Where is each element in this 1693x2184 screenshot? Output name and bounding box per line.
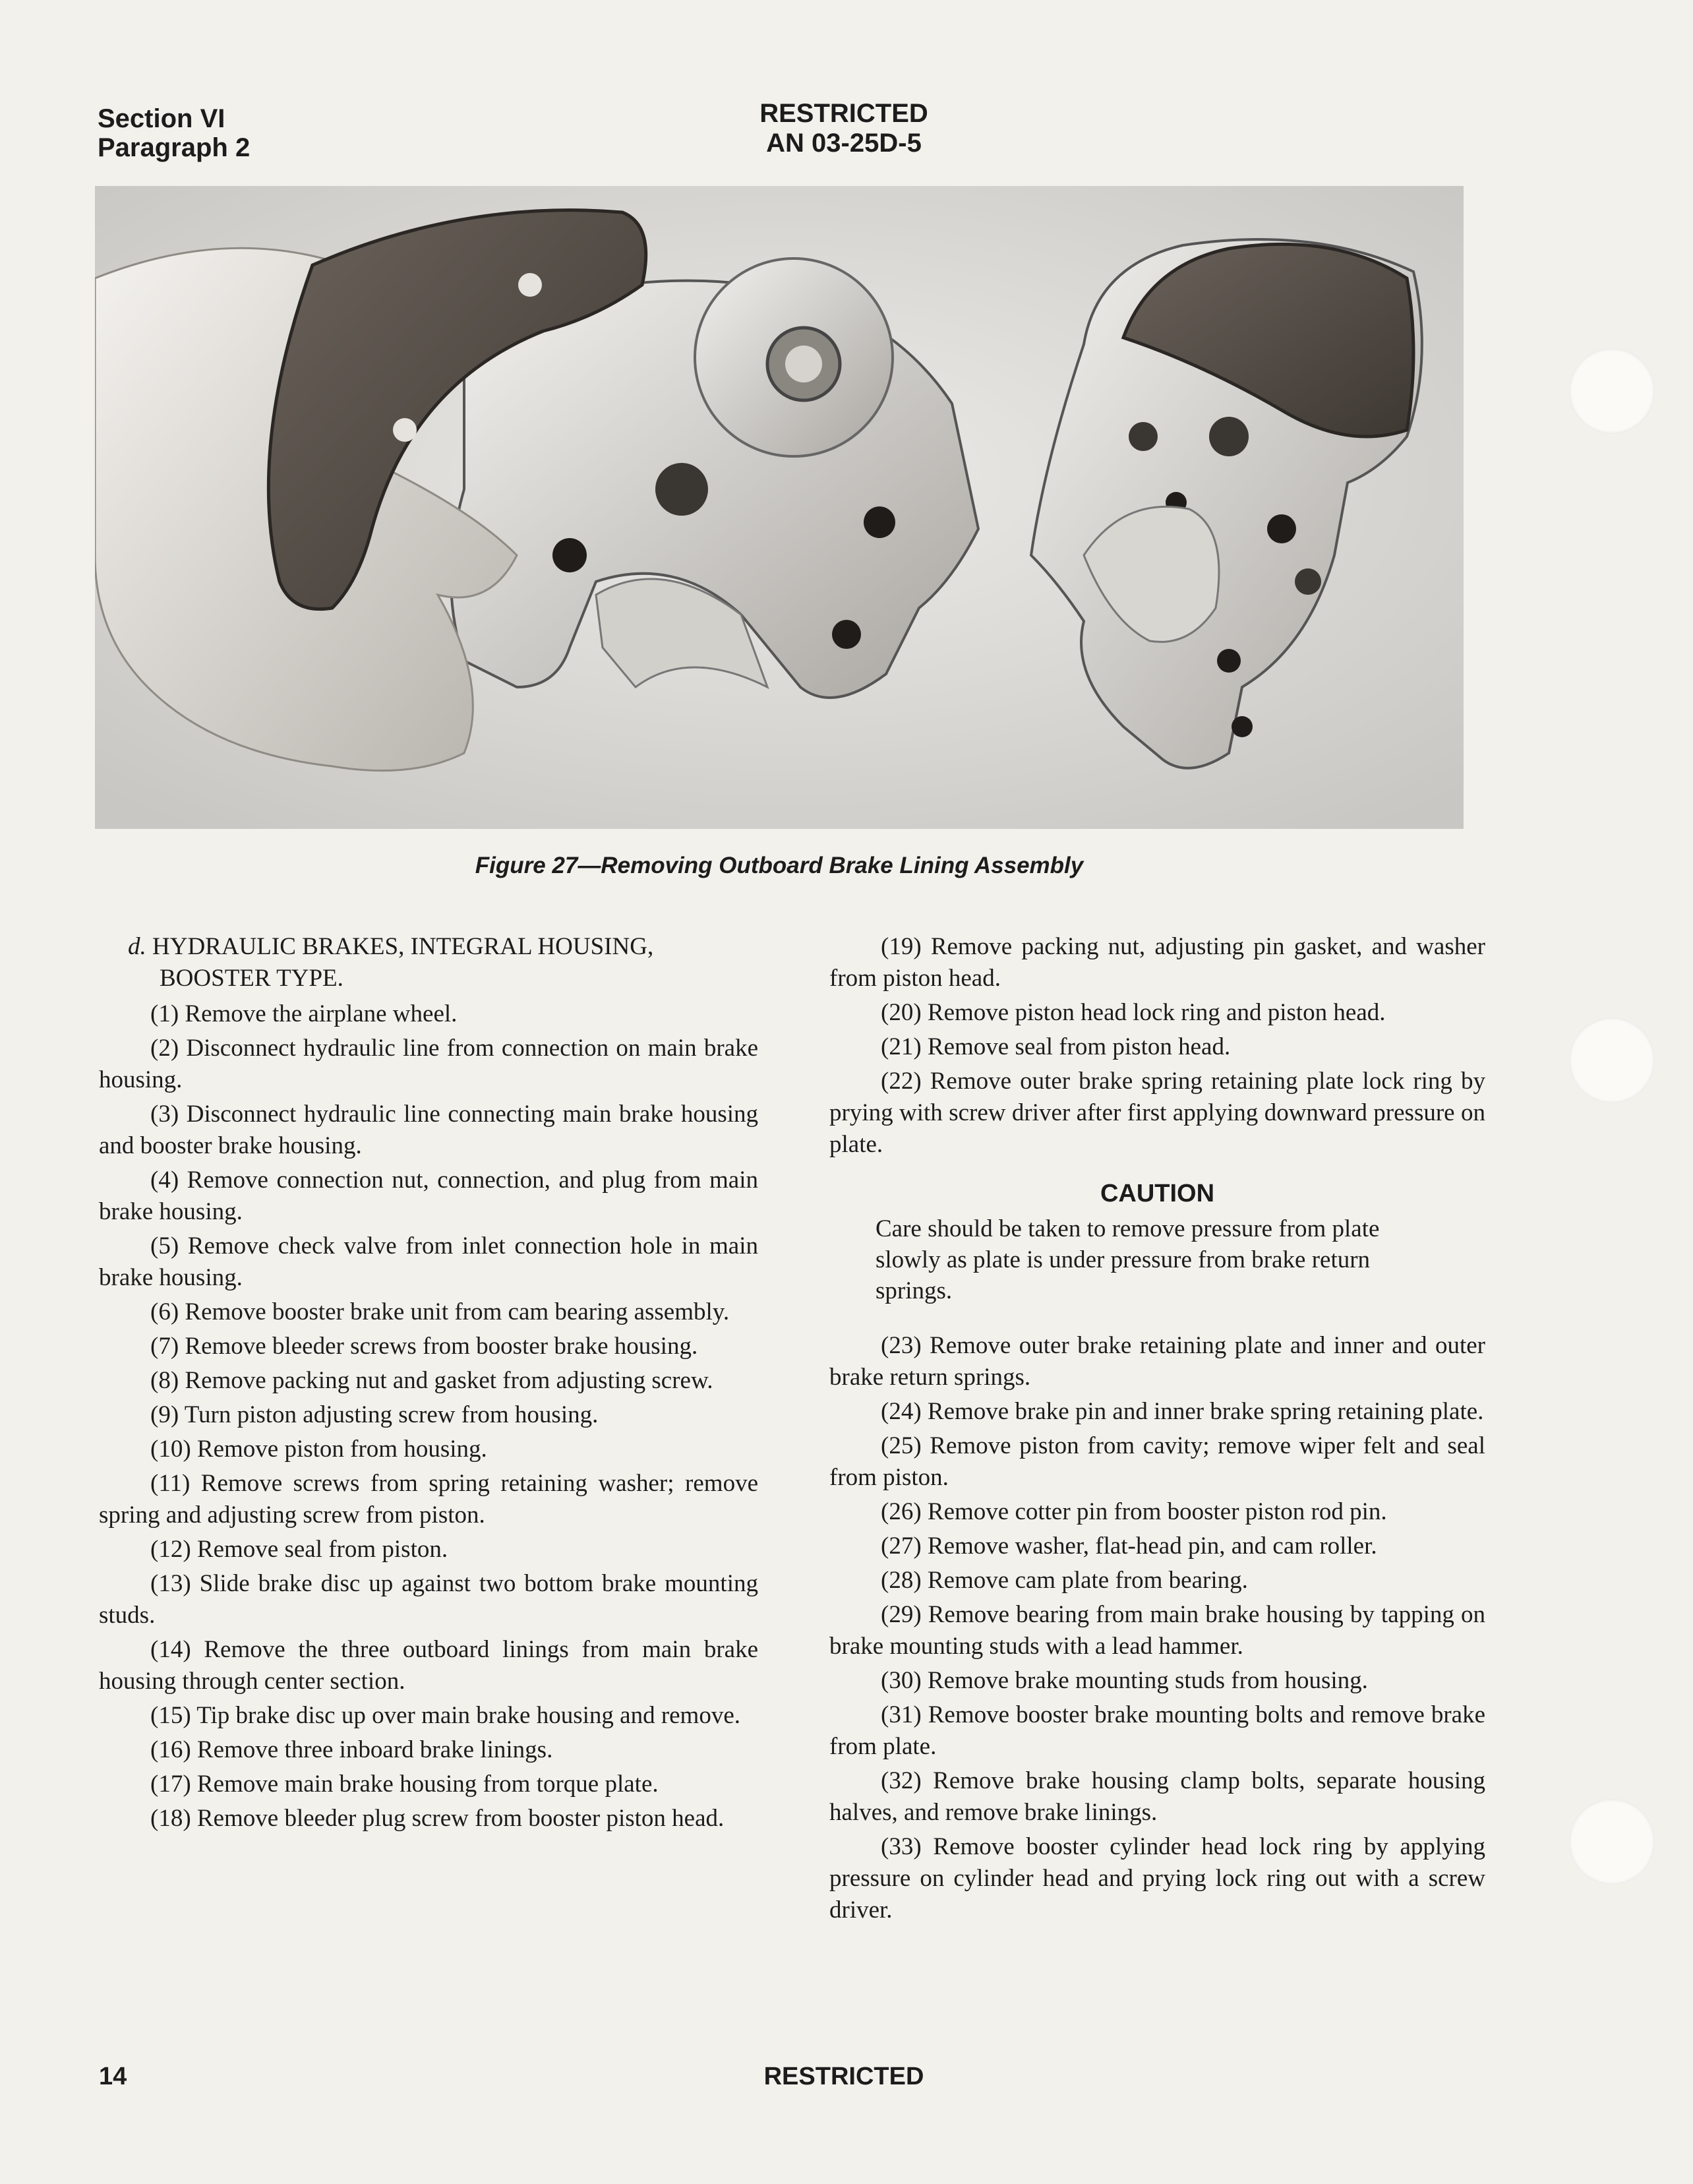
left-column xyxy=(99,931,758,1837)
step-30: (30) Remove brake mounting studs from housing. xyxy=(881,1667,1368,1694)
step-21: (21) Remove seal from piston head. xyxy=(881,1033,1231,1060)
brake-lining-photo xyxy=(95,186,1464,829)
step-10: (10) Remove piston from housing. xyxy=(150,1436,487,1463)
step-20: (20) Remove piston head lock ring and piston head. xyxy=(881,999,1386,1026)
step-14: (14) Remove the three outboard linings from main brake housing through center section. xyxy=(99,1636,758,1695)
classification-label: RESTRICTED xyxy=(759,99,928,128)
footer-classification: RESTRICTED xyxy=(763,2063,924,2090)
document-header xyxy=(659,99,1028,158)
brake-assembly-illustration xyxy=(95,186,1464,829)
step-26: (26) Remove cotter pin from booster piston rod pin. xyxy=(881,1498,1387,1525)
section-header xyxy=(98,104,250,162)
step-17: (17) Remove main brake housing from torque plate. xyxy=(150,1771,659,1798)
step-29: (29) Remove bearing from main brake housing by tapping on brake mounting studs with a lead hammer. xyxy=(829,1601,1485,1660)
step-4: (4) Remove connection nut, connection, and plug from main brake housing. xyxy=(99,1167,758,1225)
step-31: (31) Remove booster brake mounting bolts and remove brake from plate. xyxy=(829,1701,1485,1760)
step-16: (16) Remove three inboard brake linings. xyxy=(150,1736,553,1763)
step-27: (27) Remove washer, flat-head pin, and cam roller. xyxy=(881,1532,1377,1560)
section-label: Section VI xyxy=(98,104,225,133)
step-6: (6) Remove booster brake unit from cam bearing assembly. xyxy=(150,1298,730,1325)
step-8: (8) Remove packing nut and gasket from adjusting screw. xyxy=(150,1367,713,1394)
step-11: (11) Remove screws from spring retaining washer; remove spring and adjusting screw from piston. xyxy=(99,1470,758,1529)
heading-letter: d. xyxy=(128,933,146,960)
section-heading xyxy=(99,931,758,994)
step-18: (18) Remove bleeder plug screw from booster piston head. xyxy=(150,1805,725,1832)
step-12: (12) Remove seal from piston. xyxy=(150,1536,448,1563)
step-23: (23) Remove outer brake retaining plate and inner and outer brake return springs. xyxy=(829,1332,1485,1391)
right-column xyxy=(829,931,1485,1929)
heading-line-1: HYDRAULIC BRAKES, INTEGRAL HOUSING, xyxy=(152,933,654,960)
step-7: (7) Remove bleeder screws from booster brake housing. xyxy=(150,1333,698,1360)
binder-hole-bottom xyxy=(1569,1799,1655,1885)
page-number: 14 xyxy=(99,2063,127,2090)
binder-hole-top xyxy=(1569,348,1655,434)
step-32: (32) Remove brake housing clamp bolts, separate housing halves, and remove brake linings. xyxy=(829,1767,1485,1826)
step-19: (19) Remove packing nut, adjusting pin gasket, and washer from piston head. xyxy=(829,933,1485,992)
step-24: (24) Remove brake pin and inner brake spring retaining plate. xyxy=(881,1398,1484,1425)
step-13: (13) Slide brake disc up against two bottom brake mounting studs. xyxy=(99,1570,758,1629)
step-25: (25) Remove piston from cavity; remove wiper felt and seal from piston. xyxy=(829,1432,1485,1491)
caution-title: CAUTION xyxy=(1100,1180,1215,1207)
document-number: AN 03-25D-5 xyxy=(766,129,922,158)
step-22: (22) Remove outer brake spring retaining plate lock ring by prying with screw driver after first applying downward pressure on plate. xyxy=(829,1068,1485,1158)
heading-line-2: BOOSTER TYPE. xyxy=(160,965,343,992)
step-5: (5) Remove check valve from inlet connection hole in main brake housing. xyxy=(99,1232,758,1291)
binder-hole-middle xyxy=(1569,1017,1655,1103)
step-3: (3) Disconnect hydraulic line connecting main brake housing and booster brake housing. xyxy=(99,1101,758,1159)
step-15: (15) Tip brake disc up over main brake housing and remove. xyxy=(150,1702,741,1729)
caution-text: Care should be taken to remove pressure from plate slowly as plate is under pressure from brake return springs. xyxy=(876,1215,1380,1304)
step-33: (33) Remove booster cylinder head lock ring by applying pressure on cylinder head and prying lock ring out with a screw driver. xyxy=(829,1833,1485,1924)
step-28: (28) Remove cam plate from bearing. xyxy=(881,1567,1248,1594)
paragraph-label: Paragraph 2 xyxy=(98,133,251,162)
step-2: (2) Disconnect hydraulic line from connection on main brake housing. xyxy=(99,1035,758,1093)
step-1: (1) Remove the airplane wheel. xyxy=(150,1000,458,1027)
step-9: (9) Turn piston adjusting screw from housing. xyxy=(150,1401,599,1428)
figure-caption: Figure 27—Removing Outboard Brake Lining Assembly xyxy=(475,853,1084,878)
